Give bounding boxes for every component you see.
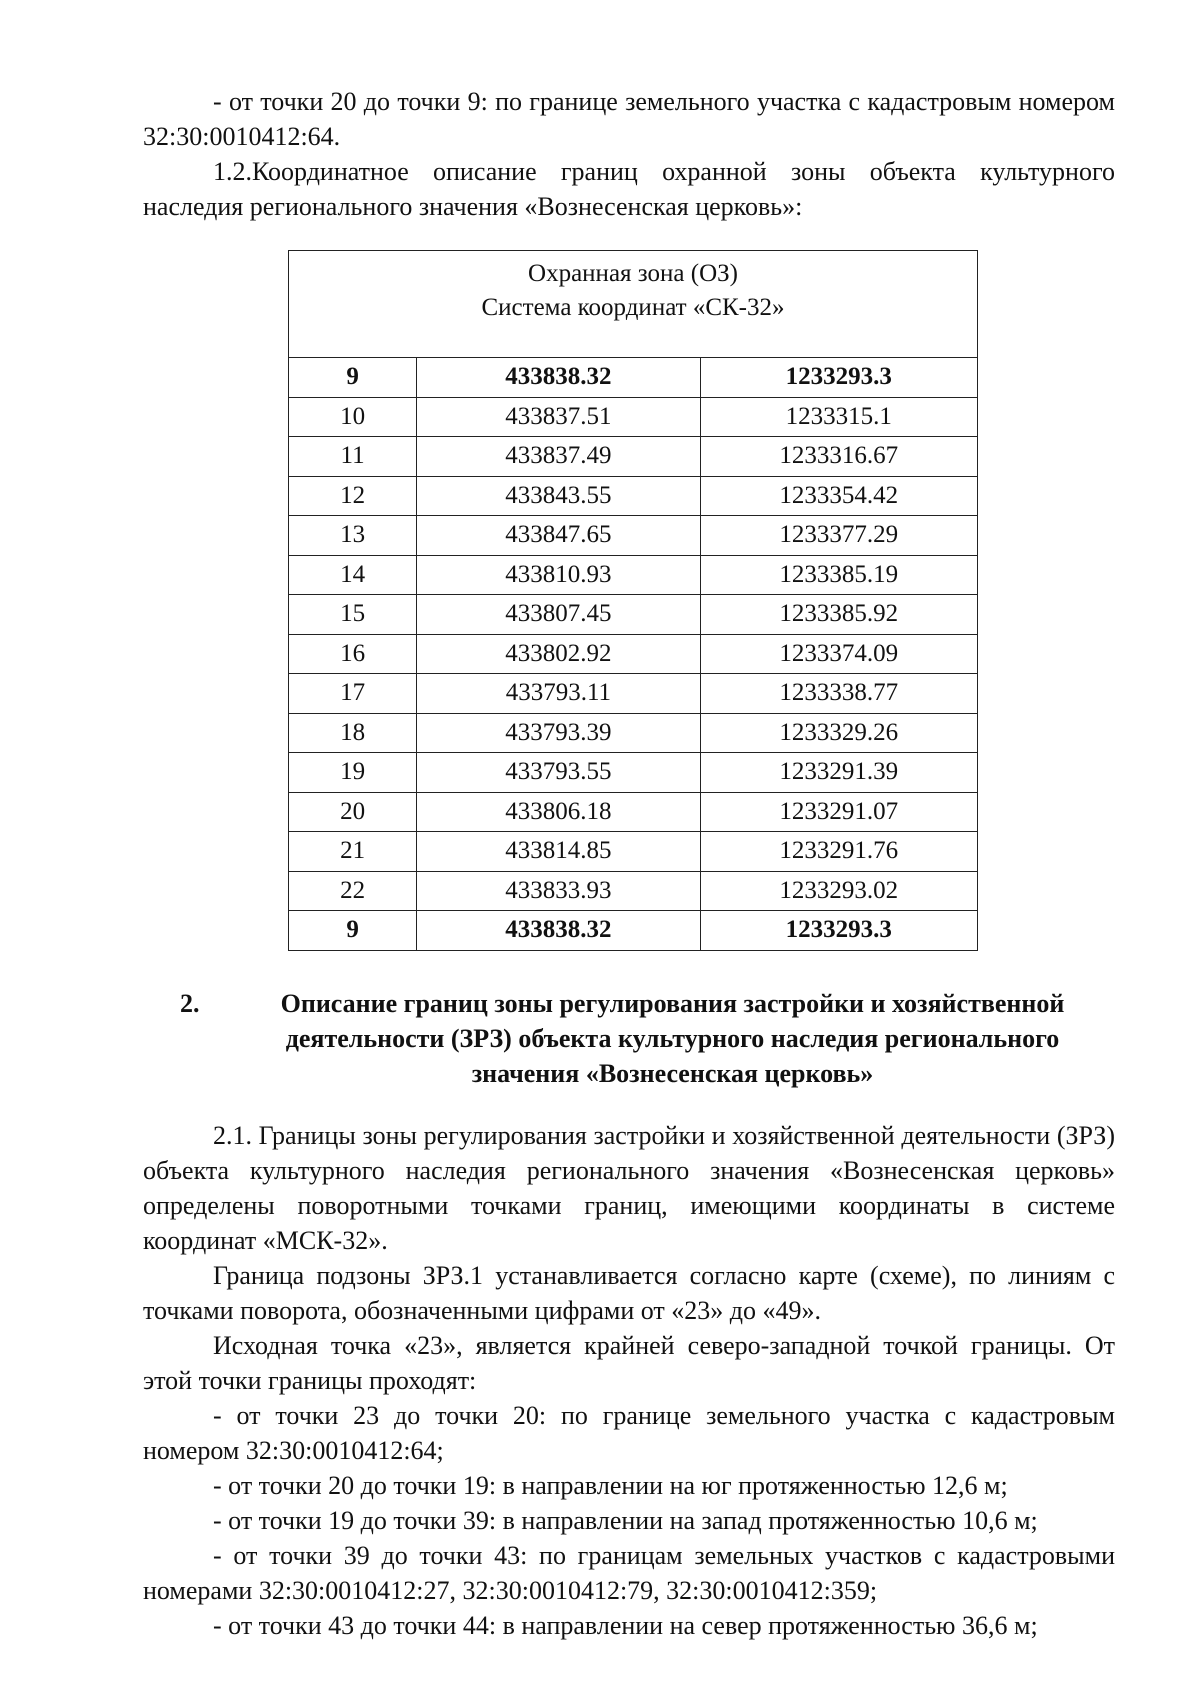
x-coordinate-cell: 433814.85 xyxy=(417,832,700,872)
y-coordinate-cell: 1233293.02 xyxy=(700,871,977,911)
table-row xyxy=(289,476,978,516)
section-title: Описание границ зоны регулирования застройки и хозяйственной деятельности (ЗРЗ) объекта культурного наследия регионального значения «Вознесенская церковь» xyxy=(280,989,1065,1088)
point-number-cell: 11 xyxy=(289,437,417,477)
table-row xyxy=(289,713,978,753)
x-coordinate-cell: 433793.55 xyxy=(417,753,700,793)
point-number-cell: 15 xyxy=(289,595,417,635)
paragraph-2-1: 2.1. Границы зоны регулирования застройки и хозяйственной деятельности (ЗРЗ) объекта культурного наследия регионального значения «Вознесенская церковь» определены поворотными точками границ, имеющими координаты в системе координат «МСК-32». xyxy=(143,1121,1115,1255)
y-coordinate-cell: 1233385.92 xyxy=(700,595,977,635)
boundary-item: - от точки 39 до точки 43: по границам земельных участков с кадастровыми номерами 32:30:0010412:27, 32:30:0010412:79, 32:30:0010412:359; xyxy=(143,1541,1115,1605)
table-row xyxy=(289,358,978,398)
x-coordinate-cell: 433793.39 xyxy=(417,713,700,753)
section-number: 2. xyxy=(180,989,200,1018)
y-coordinate-cell: 1233385.19 xyxy=(700,555,977,595)
x-coordinate-cell: 433793.11 xyxy=(417,674,700,714)
table-row xyxy=(289,516,978,556)
y-coordinate-cell: 1233338.77 xyxy=(700,674,977,714)
table-title-system: Система координат «СК-32» xyxy=(481,294,785,321)
x-coordinate-cell: 433807.45 xyxy=(417,595,700,635)
point-number-cell: 9 xyxy=(289,911,417,951)
paragraph-top: - от точки 20 до точки 9: по границе земельного участка с кадастровым номером 32:30:0010412:64. xyxy=(143,87,1115,151)
x-coordinate-cell: 433810.93 xyxy=(417,555,700,595)
point-number-cell: 20 xyxy=(289,792,417,832)
y-coordinate-cell: 1233291.07 xyxy=(700,792,977,832)
y-coordinate-cell: 1233374.09 xyxy=(700,634,977,674)
paragraph-subzone: Граница подзоны ЗРЗ.1 устанавливается согласно карте (схеме), по линиям с точками поворота, обозначенными цифрами от «23» до «49». xyxy=(143,1261,1115,1325)
table-row xyxy=(289,595,978,635)
point-number-cell: 19 xyxy=(289,753,417,793)
boundary-item: - от точки 23 до точки 20: по границе земельного участка с кадастровым номером 32:30:0010412:64; xyxy=(143,1401,1115,1465)
y-coordinate-cell: 1233291.76 xyxy=(700,832,977,872)
table-row xyxy=(289,437,978,477)
point-number-cell: 16 xyxy=(289,634,417,674)
x-coordinate-cell: 433806.18 xyxy=(417,792,700,832)
x-coordinate-cell: 433838.32 xyxy=(417,911,700,951)
y-coordinate-cell: 1233354.42 xyxy=(700,476,977,516)
x-coordinate-cell: 433838.32 xyxy=(417,358,700,398)
y-coordinate-cell: 1233377.29 xyxy=(700,516,977,556)
y-coordinate-cell: 1233315.1 xyxy=(700,397,977,437)
table-row xyxy=(289,397,978,437)
table-row xyxy=(289,871,978,911)
coordinates-table xyxy=(288,250,978,951)
y-coordinate-cell: 1233293.3 xyxy=(700,911,977,951)
x-coordinate-cell: 433802.92 xyxy=(417,634,700,674)
y-coordinate-cell: 1233293.3 xyxy=(700,358,977,398)
table-row xyxy=(289,674,978,714)
table-header xyxy=(289,251,978,358)
table-row xyxy=(289,792,978,832)
boundary-item: - от точки 19 до точки 39: в направлении на запад протяженностью 10,6 м; xyxy=(213,1506,1038,1535)
point-number-cell: 9 xyxy=(289,358,417,398)
point-number-cell: 12 xyxy=(289,476,417,516)
point-number-cell: 17 xyxy=(289,674,417,714)
x-coordinate-cell: 433833.93 xyxy=(417,871,700,911)
paragraph-1-2: 1.2.Координатное описание границ охранной зоны объекта культурного наследия регионального значения «Вознесенская церковь»: xyxy=(143,157,1115,221)
section-2-heading xyxy=(180,986,1115,1091)
point-number-cell: 14 xyxy=(289,555,417,595)
x-coordinate-cell: 433843.55 xyxy=(417,476,700,516)
table-row xyxy=(289,753,978,793)
y-coordinate-cell: 1233291.39 xyxy=(700,753,977,793)
table-row xyxy=(289,911,978,951)
table-row xyxy=(289,555,978,595)
table-title-zone: Охранная зона (ОЗ) xyxy=(528,260,738,287)
point-number-cell: 10 xyxy=(289,397,417,437)
table-row xyxy=(289,832,978,872)
table-row xyxy=(289,634,978,674)
y-coordinate-cell: 1233329.26 xyxy=(700,713,977,753)
point-number-cell: 21 xyxy=(289,832,417,872)
point-number-cell: 13 xyxy=(289,516,417,556)
boundary-item: - от точки 20 до точки 19: в направлении на юг протяженностью 12,6 м; xyxy=(213,1471,1008,1500)
point-number-cell: 22 xyxy=(289,871,417,911)
y-coordinate-cell: 1233316.67 xyxy=(700,437,977,477)
point-number-cell: 18 xyxy=(289,713,417,753)
x-coordinate-cell: 433837.49 xyxy=(417,437,700,477)
table-body xyxy=(289,358,978,951)
paragraph-start-point: Исходная точка «23», является крайней северо-западной точкой границы. От этой точки границы проходят: xyxy=(143,1331,1115,1395)
boundary-item: - от точки 43 до точки 44: в направлении на север протяженностью 36,6 м; xyxy=(213,1611,1038,1640)
x-coordinate-cell: 433837.51 xyxy=(417,397,700,437)
table-header-row xyxy=(289,251,978,358)
x-coordinate-cell: 433847.65 xyxy=(417,516,700,556)
